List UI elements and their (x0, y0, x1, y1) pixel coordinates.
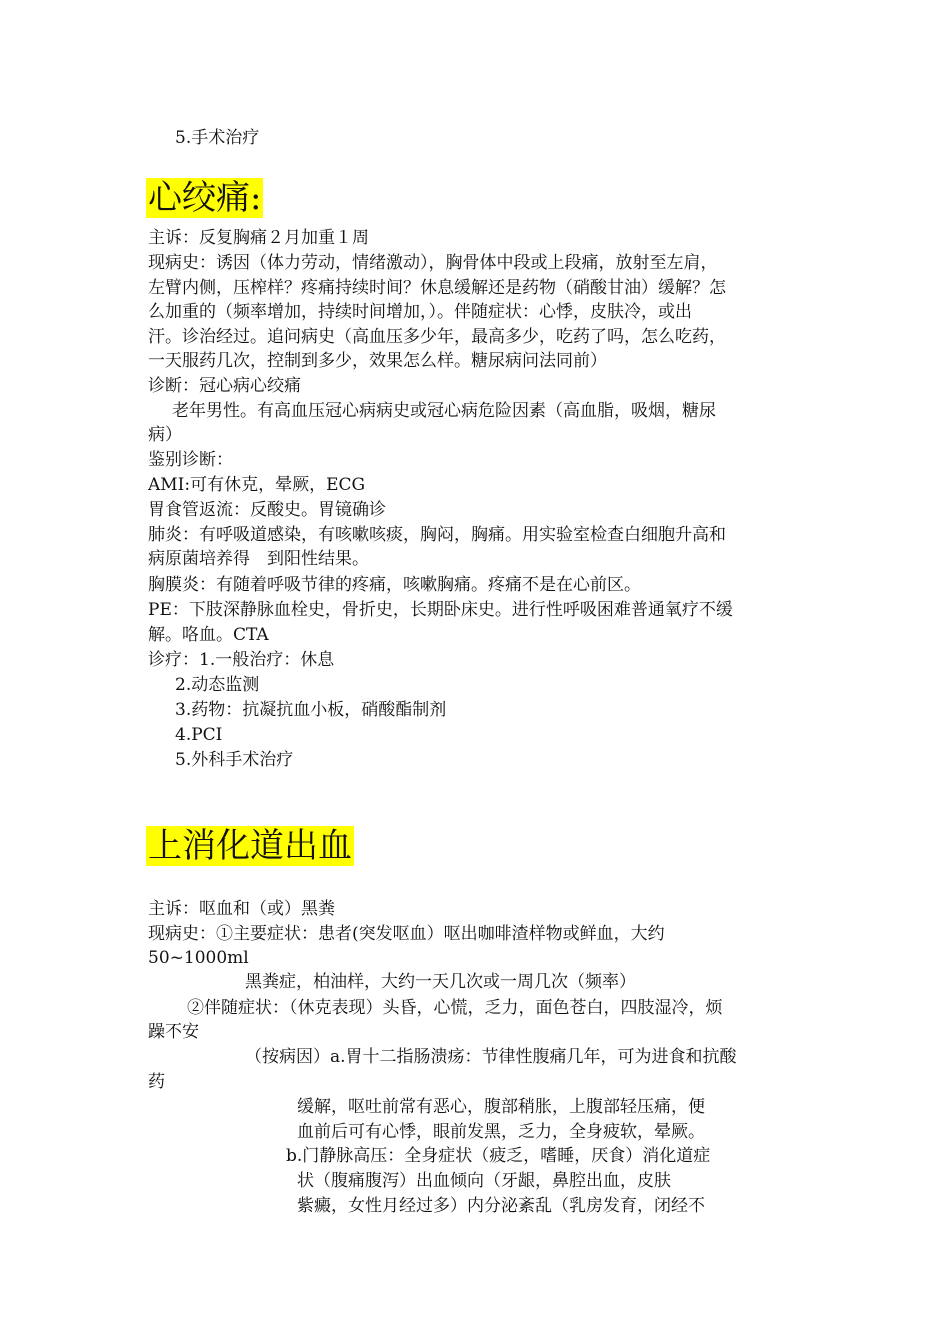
etiology-portal-hypertension: b.门静脉高压：全身症状（疲乏，嗜睡，厌食）消化道症 (286, 1146, 711, 1166)
etiology-ulcer: 血前后可有心悸，眼前发黑，乏力，全身疲软，晕厥。 (297, 1122, 705, 1142)
accompanying-symptoms: ②伴随症状：（休克表现）头昏，心慌，乏力，面色苍白，四肢湿冷，烦 (187, 998, 723, 1018)
history-line: 么加重的（频率增加，持续时间增加，）。伴随症状：心悸，皮肤冷，或出 (148, 302, 692, 322)
treatment-item: 3.药物：抗凝抗血小板，硝酸酯制剂 (175, 700, 447, 720)
history-line: 左臂内侧，压榨样？疼痛持续时间？休息缓解还是药物（硝酸甘油）缓解？怎 (148, 278, 726, 298)
differential-pneumonia: 肺炎：有呼吸道感染，有咳嗽咳痰，胸闷，胸痛。用实验室检查白细胞升高和 (148, 525, 726, 545)
diagnosis-basis: 老年男性。有高血压冠心病病史或冠心病危险因素（高血脂，吸烟，糖尿 (172, 401, 716, 421)
history-line: 现病史：①主要症状：患者(突发呕血）呕出咖啡渣样物或鲜血，大约 (148, 924, 665, 944)
accompanying-symptoms: 躁不安 (148, 1022, 199, 1042)
treatment-item: 4.PCI (175, 725, 223, 745)
treatment-item-surgery: 5.手术治疗 (175, 128, 260, 148)
history-line: 现病史：诱因（体力劳动，情绪激动），胸骨体中段或上段痛，放射至左肩， (148, 253, 718, 273)
etiology-ulcer: 缓解，呕吐前常有恶心，腹部稍胀，上腹部轻压痛，便 (297, 1097, 705, 1117)
differential-gerd: 胃食管返流：反酸史。胃镜确诊 (148, 500, 386, 520)
treatment: 诊疗：1.一般治疗：休息 (148, 650, 335, 670)
treatment-item: 2.动态监测 (175, 675, 260, 695)
differential-pe: 解。咯血。CTA (148, 625, 269, 645)
section-heading-ugib: 上消化道出血 (148, 826, 352, 866)
chief-complaint: 主诉：呕血和（或）黑粪 (148, 899, 335, 919)
diagnosis: 诊断：冠心病心绞痛 (148, 376, 301, 396)
history-line: 汗。诊治经过。追问病史（高血压多少年，最高多少，吃药了吗，怎么吃药， (148, 327, 726, 347)
differential-pneumonia: 病原菌培养得 到阳性结果。 (148, 549, 369, 569)
history-line: 黑粪症，柏油样，大约一天几次或一周几次（频率） (245, 972, 636, 992)
diagnosis-basis: 病） (148, 425, 182, 445)
differential-ami: AMI:可有休克，晕厥，ECG (148, 475, 366, 495)
differential-pe: PE：下肢深静脉血栓史，骨折史，长期卧床史。进行性呼吸困难普通氧疗不缓 (148, 600, 733, 620)
etiology-portal-hypertension: 状（腹痛腹泻）出血倾向（牙龈，鼻腔出血，皮肤 (297, 1171, 671, 1191)
history-line: 一天服药几次，控制到多少，效果怎么样。糖尿病问法同前） (148, 351, 607, 371)
history-line: 50~1000ml (148, 948, 249, 968)
etiology-ulcer: （按病因）a.胃十二指肠溃疡：节律性腹痛几年，可为进食和抗酸 (245, 1047, 737, 1067)
section-heading-angina: 心绞痛: (148, 178, 262, 218)
treatment-item: 5.外科手术治疗 (175, 750, 294, 770)
differential-diagnosis-label: 鉴别诊断： (148, 450, 233, 470)
differential-pleurisy: 胸膜炎：有随着呼吸节律的疼痛，咳嗽胸痛。疼痛不是在心前区。 (148, 575, 641, 595)
etiology-portal-hypertension: 紫癜，女性月经过多）内分泌紊乱（乳房发育，闭经不 (297, 1196, 705, 1216)
etiology-ulcer: 药 (148, 1072, 165, 1092)
chief-complaint: 主诉：反复胸痛２月加重１周 (148, 228, 369, 248)
